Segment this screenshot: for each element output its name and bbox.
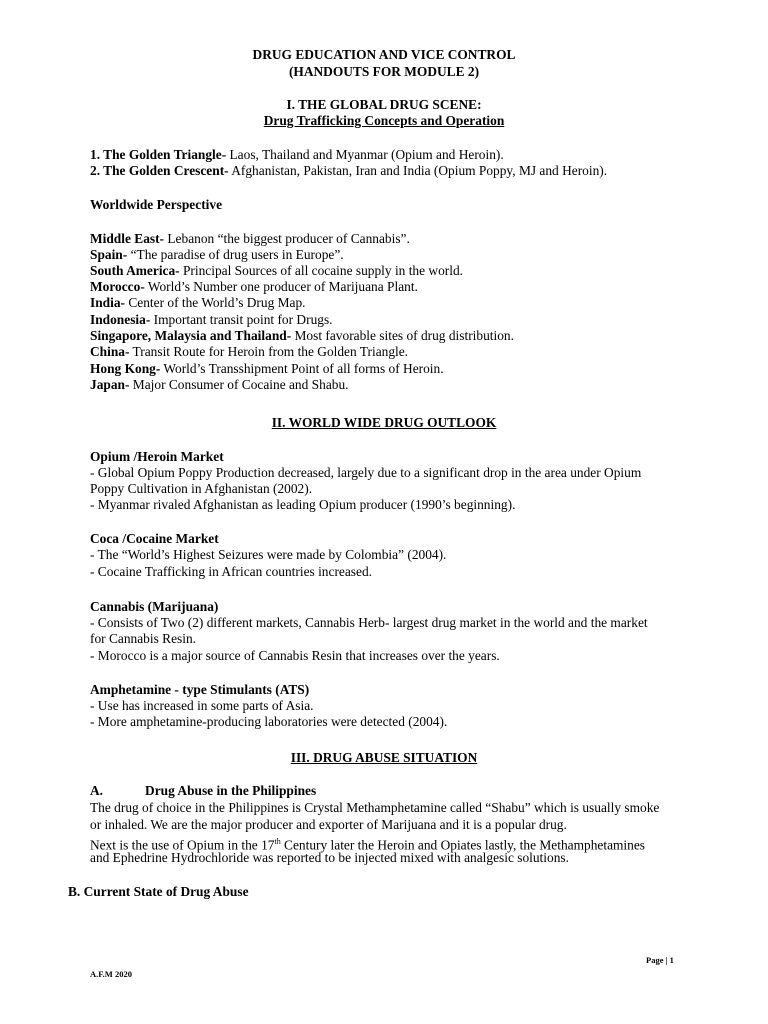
country-item: Morocco- World’s Number one producer of Marijuana Plant. xyxy=(90,279,418,294)
section1-heading: I. THE GLOBAL DRUG SCENE: xyxy=(286,97,482,112)
ats-line: - Use has increased in some parts of Asia. xyxy=(90,698,314,713)
section2-heading: II. WORLD WIDE DRUG OUTLOOK xyxy=(271,415,497,430)
country-item: India- Center of the World’s Drug Map. xyxy=(90,295,306,310)
opium-heading: Opium /Heroin Market xyxy=(90,449,224,464)
document-subtitle: (HANDOUTS FOR MODULE 2) xyxy=(288,64,480,79)
country-item: South America- Principal Sources of all cocaine supply in the world. xyxy=(90,263,464,278)
subsection-a-line: or inhaled. We are the major producer and exporter of Marijuana and it is a popular drug. xyxy=(90,817,567,832)
document-title: DRUG EDUCATION AND VICE CONTROL xyxy=(252,47,516,62)
country-item: Indonesia- Important transit point for Drugs. xyxy=(90,312,333,327)
section1-subheading: Drug Trafficking Concepts and Operation xyxy=(263,113,505,128)
opium-line: - Global Opium Poppy Production decreased, largely due to a significant drop in the area under Opium xyxy=(90,465,642,480)
country-item: Singapore, Malaysia and Thailand- Most favorable sites of drug distribution. xyxy=(90,328,514,343)
ats-heading: Amphetamine - type Stimulants (ATS) xyxy=(90,682,310,697)
country-item: Spain- “The paradise of drug users in Europe”. xyxy=(90,247,344,262)
subsection-a-line: The drug of choice in the Philippines is Crystal Methamphetamine called “Shabu” which is usually smoke xyxy=(90,800,660,815)
subsection-a-heading: A. Drug Abuse in the Philippines xyxy=(90,783,317,798)
country-item: Hong Kong- World’s Transshipment Point of all forms of Heroin. xyxy=(90,361,444,376)
golden-triangle-line: 1. The Golden Triangle- Laos, Thailand and Myanmar (Opium and Heroin). xyxy=(90,147,504,162)
coca-heading: Coca /Cocaine Market xyxy=(90,531,219,546)
country-item: Middle East- Lebanon “the biggest producer of Cannabis”. xyxy=(90,231,410,246)
coca-line: - Cocaine Trafficking in African countries increased. xyxy=(90,564,372,579)
opium-line: Poppy Cultivation in Afghanistan (2002). xyxy=(90,481,313,496)
page-number: Page | 1 xyxy=(646,955,674,965)
cannabis-line: for Cannabis Resin. xyxy=(90,631,196,646)
perspective-heading: Worldwide Perspective xyxy=(90,197,223,212)
subsection-a-line: Next is the use of Opium in the 17th Century later the Heroin and Opiates lastly, the Methamphetamines xyxy=(90,837,645,853)
footer-author: A.F.M 2020 xyxy=(90,969,132,979)
ats-line: - More amphetamine-producing laboratories were detected (2004). xyxy=(90,714,448,729)
cannabis-heading: Cannabis (Marijuana) xyxy=(90,599,219,614)
subsection-b-heading: B. Current State of Drug Abuse xyxy=(68,884,249,899)
country-item: Japan- Major Consumer of Cocaine and Shabu. xyxy=(90,377,349,392)
coca-line: - The “World’s Highest Seizures were made by Colombia” (2004). xyxy=(90,547,447,562)
subsection-a-line: and Ephedrine Hydrochloride was reported to be injected mixed with analgesic solutions. xyxy=(90,850,569,865)
section3-heading: III. DRUG ABUSE SITUATION xyxy=(290,750,478,765)
golden-crescent-line: 2. The Golden Crescent- Afghanistan, Pakistan, Iran and India (Opium Poppy, MJ and Heroin). xyxy=(90,163,608,178)
country-item: China- Transit Route for Heroin from the Golden Triangle. xyxy=(90,344,409,359)
cannabis-line: - Morocco is a major source of Cannabis Resin that increases over the years. xyxy=(90,648,500,663)
cannabis-line: - Consists of Two (2) different markets, Cannabis Herb- largest drug market in the world and the market xyxy=(90,615,648,630)
opium-line: - Myanmar rivaled Afghanistan as leading Opium producer (1990’s beginning). xyxy=(90,497,516,512)
